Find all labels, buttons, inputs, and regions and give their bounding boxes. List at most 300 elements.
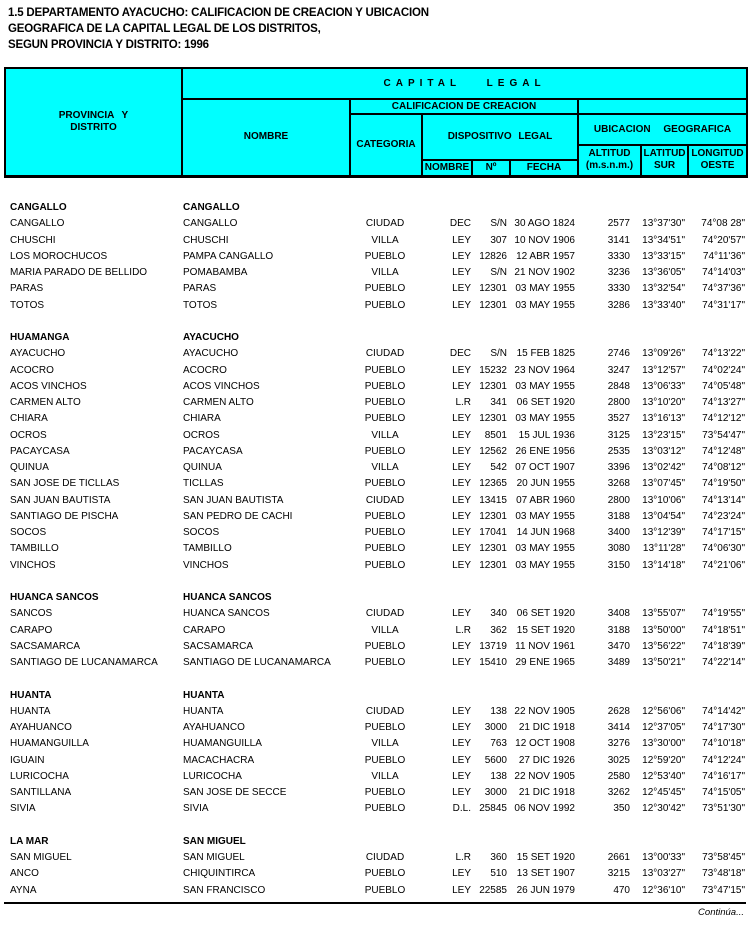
- capital-name: QUINUA: [183, 462, 222, 473]
- latitude-south: 12°53'40": [642, 770, 685, 782]
- capital-name: MACACHACRA: [183, 754, 255, 766]
- district-name: HUANTA: [10, 705, 51, 717]
- legal-doc-name: LEY: [452, 770, 471, 782]
- longitude-west: 74°31'17": [702, 299, 745, 311]
- province-capital-name: CANGALLO: [183, 202, 240, 213]
- col-header-ubicacion-geografica: UBICACION GEOGRAFICA: [578, 114, 747, 145]
- legal-doc-date: 23 NOV 1964: [514, 364, 575, 376]
- district-row: [4, 281, 746, 297]
- district-name: SANCOS: [10, 608, 53, 620]
- col-header-longitud: [688, 145, 747, 176]
- district-row: [4, 801, 746, 817]
- legal-doc-date: 22 NOV 1905: [514, 705, 575, 717]
- legal-doc-name: LEY: [452, 364, 471, 376]
- capital-name: TICLLAS: [183, 478, 224, 490]
- table-header: [4, 67, 748, 178]
- legal-doc-date: 07 ABR 1960: [516, 494, 575, 506]
- district-name: ANCO: [10, 868, 39, 880]
- capital-name: AYACUCHO: [183, 348, 239, 360]
- legal-doc-name: DEC: [449, 218, 471, 230]
- capital-name: HUANCA SANCOS: [183, 608, 270, 620]
- district-name: CHUSCHI: [10, 234, 56, 246]
- legal-doc-name: LEY: [452, 380, 471, 392]
- latitude-south: 13°04'54": [642, 510, 685, 522]
- altitude-msnm: 3527: [607, 413, 630, 425]
- district-row: [4, 850, 746, 866]
- latitude-south: 13°37'30": [642, 218, 685, 230]
- latitude-south: 12°59'20": [642, 754, 685, 766]
- altitude-msnm: 2848: [607, 380, 630, 392]
- legal-doc-date: 06 SET 1920: [516, 397, 575, 408]
- legal-doc-number: 307: [490, 234, 507, 246]
- longitude-west: 74°19'55": [702, 608, 745, 620]
- latitude-south: 12°56'06": [642, 705, 685, 717]
- district-row: [4, 883, 746, 899]
- col-header-calificacion-creacion: CALIFICACION DE CREACION: [350, 99, 578, 114]
- longitude-west: 74°08'12": [702, 462, 745, 473]
- altitude-msnm: 3262: [607, 787, 630, 798]
- district-row: [4, 736, 746, 752]
- longitude-west: 74°13'22": [702, 348, 745, 360]
- latitude-south: 12°37'05": [642, 722, 685, 733]
- district-row: [4, 525, 746, 541]
- legal-doc-date: 15 SET 1920: [516, 624, 575, 636]
- legal-doc-date: 27 DIC 1926: [518, 754, 575, 766]
- district-row: [4, 785, 746, 801]
- altitude-msnm: 3150: [607, 559, 630, 571]
- col-header-latitud: [641, 145, 688, 176]
- category: PUEBLO: [364, 787, 406, 798]
- legal-doc-number: 360: [490, 852, 507, 863]
- latitude-south: 13°02'42": [642, 462, 685, 473]
- category: CIUDAD: [365, 852, 405, 863]
- legal-doc-name: LEY: [452, 738, 471, 750]
- district-row: [4, 444, 746, 460]
- longitude-west: 74°11'36": [702, 250, 745, 262]
- col-header-dispositivo-numero: Nº: [472, 160, 510, 176]
- longitude-west: 74°13'14": [702, 494, 745, 506]
- longitude-west: 74°06'30": [702, 543, 745, 555]
- capital-name: CANGALLO: [183, 218, 238, 230]
- category: PUEBLO: [364, 510, 406, 522]
- category: PUEBLO: [364, 299, 406, 311]
- legal-doc-name: LEY: [452, 299, 471, 311]
- longitude-west: 74°10'18": [702, 738, 745, 750]
- district-row: [4, 233, 746, 249]
- district-row: [4, 428, 746, 444]
- legal-doc-number: 12301: [479, 413, 507, 425]
- longitude-west: 74°19'50": [702, 478, 745, 490]
- district-row: [4, 558, 746, 574]
- legal-doc-name: LEY: [452, 543, 471, 555]
- district-row: [4, 606, 746, 622]
- legal-doc-date: 12 OCT 1908: [515, 738, 575, 750]
- district-row: [4, 476, 746, 492]
- longitude-west: 74°13'27": [702, 397, 745, 408]
- district-row: [4, 216, 746, 232]
- provincia-header-line2: DISTRITO: [70, 121, 117, 133]
- longitude-west: 74°18'39": [702, 640, 745, 652]
- legal-doc-number: 3000: [484, 787, 507, 798]
- legal-doc-date: 03 MAY 1955: [515, 510, 575, 522]
- district-row: [4, 541, 746, 557]
- title-line-3: SEGUN PROVINCIA Y DISTRITO: 1996: [8, 39, 209, 51]
- district-name: ACOS VINCHOS: [10, 380, 87, 392]
- capital-name: TAMBILLO: [183, 543, 232, 555]
- altitude-msnm: 2800: [607, 397, 630, 408]
- district-name: SAN MIGUEL: [10, 852, 72, 863]
- province-name: HUANCA SANCOS: [10, 592, 99, 603]
- district-name: PARAS: [10, 283, 44, 295]
- legal-doc-number: 362: [490, 624, 507, 636]
- legal-doc-date: 10 NOV 1906: [514, 234, 575, 246]
- altitude-msnm: 350: [613, 803, 630, 815]
- district-row: [4, 753, 746, 769]
- legal-doc-date: 03 MAY 1955: [515, 413, 575, 425]
- legal-doc-date: 30 AGO 1824: [514, 218, 575, 230]
- district-row: [4, 720, 746, 736]
- capital-name: SAN JOSE DE SECCE: [183, 787, 287, 798]
- category: VILLA: [371, 624, 399, 636]
- longitude-west: 74°22'14": [702, 657, 745, 668]
- capital-name: HUAMANGUILLA: [183, 738, 262, 750]
- latitude-south: 13°10'20": [642, 397, 685, 408]
- legal-doc-name: LEY: [452, 527, 471, 538]
- district-name: CHIARA: [10, 413, 48, 425]
- legal-doc-name: LEY: [452, 462, 471, 473]
- district-name: SOCOS: [10, 527, 47, 538]
- capital-name: LURICOCHA: [183, 770, 242, 782]
- district-row: [4, 265, 746, 281]
- district-name: MARIA PARADO DE BELLIDO: [10, 267, 148, 278]
- col-header-dispositivo-nombre: NOMBRE: [422, 160, 472, 176]
- category: PUEBLO: [364, 657, 406, 668]
- district-name: SAN JUAN BAUTISTA: [10, 494, 111, 506]
- district-name: QUINUA: [10, 462, 49, 473]
- legal-doc-date: 03 MAY 1955: [515, 543, 575, 555]
- legal-doc-date: 03 MAY 1955: [515, 559, 575, 571]
- province-section-row: [4, 834, 746, 850]
- district-row: [4, 639, 746, 655]
- capital-name: CARAPO: [183, 624, 226, 636]
- category: CIUDAD: [365, 608, 405, 620]
- longitud-header-line2: OESTE: [700, 160, 735, 172]
- legal-doc-name: LEY: [452, 722, 471, 733]
- latitude-south: 13°23'15": [642, 429, 685, 441]
- longitude-west: 73°47'15": [702, 884, 745, 896]
- province-section-row: [4, 200, 746, 216]
- district-name: IGUAIN: [10, 754, 45, 766]
- col-header-nombre: NOMBRE: [182, 99, 350, 176]
- legal-doc-name: LEY: [452, 283, 471, 295]
- category: PUEBLO: [364, 397, 406, 408]
- legal-doc-number: 542: [490, 462, 507, 473]
- legal-doc-number: 138: [490, 705, 507, 717]
- legal-doc-date: 11 NOV 1961: [515, 640, 575, 652]
- altitude-msnm: 3276: [607, 738, 630, 750]
- legal-doc-name: LEY: [452, 413, 471, 425]
- capital-name: ACOS VINCHOS: [183, 380, 260, 392]
- legal-doc-number: S/N: [490, 267, 507, 278]
- altitude-msnm: 3215: [607, 868, 630, 880]
- district-name: SANTIAGO DE LUCANAMARCA: [10, 657, 158, 668]
- latitude-south: 13°16'13": [642, 413, 685, 425]
- legal-doc-name: L.R: [455, 624, 471, 636]
- district-name: AYAHUANCO: [10, 722, 72, 733]
- legal-doc-number: 5600: [484, 754, 507, 766]
- district-name: VINCHOS: [10, 559, 56, 571]
- latitude-south: 13°11'28": [642, 543, 685, 555]
- category: VILLA: [371, 234, 399, 246]
- latitude-south: 13°33'40": [642, 299, 685, 311]
- category: PUEBLO: [364, 364, 406, 376]
- legal-doc-number: 12826: [479, 250, 507, 262]
- district-name: CANGALLO: [10, 218, 65, 230]
- capital-name: SAN JUAN BAUTISTA: [183, 494, 284, 506]
- category: PUEBLO: [364, 884, 406, 896]
- category: PUEBLO: [364, 413, 406, 425]
- legal-doc-date: 15 SET 1920: [516, 852, 575, 863]
- latitude-south: 12°36'10": [642, 884, 685, 896]
- longitude-west: 74°15'05": [702, 787, 745, 798]
- province-name: HUAMANGA: [10, 332, 70, 343]
- altitude-msnm: 3400: [607, 527, 630, 538]
- district-row: [4, 411, 746, 427]
- col-header-dispositivo-legal: DISPOSITIVO LEGAL: [422, 114, 578, 160]
- altitude-msnm: 2577: [607, 218, 630, 230]
- legal-doc-date: 03 MAY 1955: [515, 380, 575, 392]
- latitude-south: 13°03'12": [642, 445, 685, 457]
- category: PUEBLO: [364, 527, 406, 538]
- district-row: [4, 395, 746, 411]
- legal-doc-number: 15410: [479, 657, 507, 668]
- district-name: ACOCRO: [10, 364, 54, 376]
- capital-name: SAN FRANCISCO: [183, 884, 266, 896]
- capital-name: SACSAMARCA: [183, 640, 254, 652]
- legal-doc-date: 29 ENE 1965: [515, 657, 575, 668]
- province-section-row: [4, 590, 746, 606]
- district-row: [4, 623, 746, 639]
- altitude-msnm: 2800: [607, 494, 630, 506]
- longitude-west: 74°02'24": [702, 364, 745, 376]
- latitude-south: 13°06'33": [642, 380, 685, 392]
- latitude-south: 13°14'18": [642, 559, 685, 571]
- altitude-msnm: 3025: [607, 754, 630, 766]
- province-name: CANGALLO: [10, 202, 67, 213]
- district-row: [4, 379, 746, 395]
- capital-name: PACAYCASA: [183, 445, 243, 457]
- capital-name: CHIQUINTIRCA: [183, 868, 256, 880]
- category: CIUDAD: [365, 705, 405, 717]
- latitude-south: 13°12'39": [642, 527, 685, 538]
- table-body: [4, 200, 746, 899]
- altitude-msnm: 3247: [607, 364, 630, 376]
- legal-doc-number: 17041: [479, 527, 507, 538]
- longitude-west: 74°17'30": [702, 722, 745, 733]
- longitude-west: 74°23'24": [702, 510, 745, 522]
- district-name: HUAMANGUILLA: [10, 738, 89, 750]
- legal-doc-number: 22585: [479, 884, 507, 896]
- altitude-msnm: 3080: [607, 543, 630, 555]
- longitude-west: 74°18'51": [702, 624, 745, 636]
- altitud-header-line2: (m.s.n.m.): [585, 160, 634, 172]
- latitude-south: 13°10'06": [642, 494, 685, 506]
- district-name: TOTOS: [10, 299, 45, 311]
- legal-doc-name: L.R: [455, 397, 471, 408]
- provincia-header-line1: PROVINCIA Y: [58, 109, 129, 121]
- longitude-west: 74°14'03": [702, 267, 745, 278]
- latitude-south: 13°50'00": [642, 624, 685, 636]
- legal-doc-name: LEY: [452, 429, 471, 441]
- altitude-msnm: 3188: [607, 624, 630, 636]
- latitude-south: 13°07'45": [642, 478, 685, 490]
- longitude-west: 74°37'36": [702, 283, 745, 295]
- district-row: [4, 655, 746, 671]
- legal-doc-date: 26 JUN 1979: [516, 884, 575, 896]
- altitude-msnm: 3330: [607, 283, 630, 295]
- district-name: PACAYCASA: [10, 445, 70, 457]
- altitude-msnm: 3470: [607, 640, 630, 652]
- district-name: SANTIAGO DE PISCHA: [10, 510, 119, 522]
- col-header-altitud: [578, 145, 641, 176]
- district-row: [4, 769, 746, 785]
- altitude-msnm: 3188: [607, 510, 630, 522]
- latitude-south: 13°03'27": [642, 868, 685, 880]
- province-section-row: [4, 688, 746, 704]
- legal-doc-number: 138: [490, 770, 507, 782]
- footer-divider: [4, 902, 746, 904]
- legal-doc-name: DEC: [449, 348, 471, 360]
- district-name: LURICOCHA: [10, 770, 69, 782]
- title-line-2: GEOGRAFICA DE LA CAPITAL LEGAL DE LOS DISTRITOS,: [8, 23, 321, 35]
- legal-doc-number: 12301: [479, 510, 507, 522]
- continua-note: Continúa...: [698, 907, 744, 918]
- legal-doc-number: 25845: [479, 803, 507, 815]
- district-name: CARAPO: [10, 624, 53, 636]
- legal-doc-number: S/N: [490, 348, 507, 360]
- category: PUEBLO: [364, 722, 406, 733]
- legal-doc-name: LEY: [452, 640, 471, 652]
- category: PUEBLO: [364, 380, 406, 392]
- longitude-west: 73°48'18": [702, 868, 745, 880]
- altitude-msnm: 3286: [607, 299, 630, 311]
- legal-doc-number: 12301: [479, 299, 507, 311]
- latitude-south: 13°56'22": [642, 640, 685, 652]
- category: PUEBLO: [364, 803, 406, 815]
- col-header-categoria: CATEGORIA: [350, 114, 422, 176]
- legal-doc-date: 03 MAY 1955: [515, 283, 575, 295]
- latitude-south: 12°30'42": [642, 803, 685, 815]
- col-header-provincia-distrito: [5, 68, 182, 176]
- legal-doc-date: 26 ENE 1956: [515, 445, 575, 457]
- district-row: [4, 509, 746, 525]
- altitude-msnm: 470: [613, 884, 630, 896]
- col-header-capital-legal: CAPITAL LEGAL: [182, 68, 747, 99]
- latitude-south: 13°36'05": [642, 267, 685, 278]
- capital-name: SANTIAGO DE LUCANAMARCA: [183, 657, 331, 668]
- legal-doc-name: LEY: [452, 494, 471, 506]
- longitude-west: 74°17'15": [702, 527, 745, 538]
- altitude-msnm: 3268: [607, 478, 630, 490]
- legal-doc-date: 15 JUL 1936: [518, 429, 575, 441]
- district-row: [4, 298, 746, 314]
- legal-doc-date: 22 NOV 1905: [514, 770, 575, 782]
- legal-doc-name: LEY: [452, 608, 471, 620]
- latitude-south: 13°33'15": [642, 250, 685, 262]
- district-name: SANTILLANA: [10, 787, 72, 798]
- category: CIUDAD: [365, 494, 405, 506]
- capital-name: PARAS: [183, 283, 217, 295]
- district-row: [4, 460, 746, 476]
- category: VILLA: [371, 738, 399, 750]
- category: CIUDAD: [365, 218, 405, 230]
- altitude-msnm: 3489: [607, 657, 630, 668]
- district-row: [4, 493, 746, 509]
- altitud-header-line1: ALTITUD: [588, 148, 631, 160]
- district-row: [4, 363, 746, 379]
- altitude-msnm: 3408: [607, 608, 630, 620]
- capital-name: CARMEN ALTO: [183, 397, 254, 408]
- legal-doc-number: 510: [490, 868, 507, 880]
- legal-doc-date: 21 DIC 1918: [518, 787, 575, 798]
- legal-doc-number: 12301: [479, 543, 507, 555]
- district-name: SACSAMARCA: [10, 640, 81, 652]
- longitude-west: 74°16'17": [702, 770, 745, 782]
- legal-doc-date: 06 SET 1920: [516, 608, 575, 620]
- district-name: CARMEN ALTO: [10, 397, 81, 408]
- latitude-south: 13°00'33": [642, 852, 685, 863]
- longitude-west: 74°20'57": [702, 234, 745, 246]
- legal-doc-name: D.L.: [452, 803, 471, 815]
- province-name: HUANTA: [10, 689, 52, 701]
- legal-doc-date: 21 DIC 1918: [518, 722, 575, 733]
- capital-name: PAMPA CANGALLO: [183, 250, 274, 262]
- district-row: [4, 346, 746, 362]
- legal-doc-number: 13719: [479, 640, 507, 652]
- altitude-msnm: 3141: [607, 234, 630, 246]
- district-name: TAMBILLO: [10, 543, 59, 555]
- legal-doc-name: LEY: [452, 510, 471, 522]
- legal-doc-number: 12562: [479, 445, 507, 457]
- category: CIUDAD: [365, 348, 405, 360]
- legal-doc-name: LEY: [452, 657, 471, 668]
- legal-doc-number: 12365: [479, 478, 507, 490]
- legal-doc-number: 340: [490, 608, 507, 620]
- legal-doc-date: 07 OCT 1907: [515, 462, 575, 473]
- altitude-msnm: 2580: [607, 770, 630, 782]
- district-name: SIVIA: [10, 803, 36, 815]
- altitude-msnm: 2661: [607, 852, 630, 863]
- legal-doc-name: LEY: [452, 234, 471, 246]
- legal-doc-date: 06 NOV 1992: [514, 803, 575, 815]
- altitude-msnm: 3236: [607, 267, 630, 278]
- altitude-msnm: 3125: [607, 429, 630, 441]
- category: PUEBLO: [364, 478, 406, 490]
- legal-doc-number: 763: [490, 738, 507, 750]
- latitude-south: 12°45'45": [642, 787, 685, 798]
- province-capital-name: SAN MIGUEL: [183, 835, 246, 847]
- longitude-west: 74°21'06": [702, 559, 745, 571]
- district-name: OCROS: [10, 429, 47, 441]
- latitude-south: 13°09'26": [642, 348, 685, 360]
- longitude-west: 74°14'42": [702, 705, 745, 717]
- legal-doc-number: 3000: [484, 722, 507, 733]
- document-title: [8, 5, 429, 53]
- category: VILLA: [371, 429, 399, 441]
- longitude-west: 74°12'12": [702, 413, 745, 425]
- legal-doc-date: 13 SET 1907: [516, 868, 575, 880]
- capital-name: OCROS: [183, 429, 220, 441]
